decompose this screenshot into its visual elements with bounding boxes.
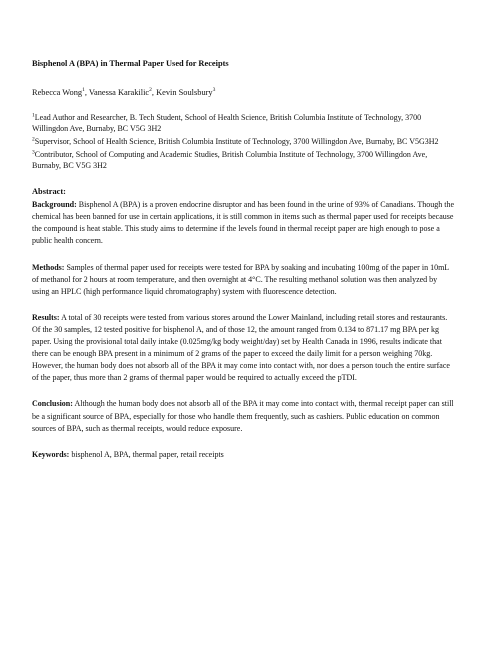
author-name: Vanessa Karakilic xyxy=(88,88,150,97)
section-label: Background: xyxy=(32,200,77,210)
author-sup: 2 xyxy=(149,87,152,94)
author-sup: 1 xyxy=(82,87,85,94)
section-label: Methods: xyxy=(32,262,65,272)
section-text: bisphenol A, BPA, thermal paper, retail receipts xyxy=(69,449,224,459)
section-text: Although the human body does not absorb all of the BPA it may come into contact with, thermal receipt paper can still be a significant source of BPA, especially for those who handle them frequently, such as cashiers. Public education on common sources of BPA, such as thermal receipts, would reduce exposure. xyxy=(32,399,454,433)
section-label: Keywords: xyxy=(32,449,70,459)
affiliation-item: $^1$Lead Author and Researcher, B. Tech Student, School of Health Science, British Columbia Institute of Technology, 3700 Willingdon Ave, Burnaby, BC V5G 3H2 xyxy=(32,112,422,134)
keywords-section xyxy=(32,449,456,461)
author-name: Kevin Soulsbury xyxy=(156,88,213,97)
affiliation-item: $^2$Supervisor, School of Health Science, British Columbia Institute of Technology, 3700 Willingdon Ave, Burnaby, BC V5G3H2 xyxy=(32,136,439,146)
author-list: Rebecca Wong$^1$, Vanessa Karakilic$^2$, Kevin Soulsbury$^3$ xyxy=(32,87,216,97)
background-section xyxy=(32,199,456,247)
results-section xyxy=(32,312,456,385)
methods-section xyxy=(32,262,456,298)
affiliation-item: $^3$Contributor, School of Computing and Academic Studies, British Columbia Institute of Technology, 3700 Willingdon Ave, Burnaby, BC V5G 3H2 xyxy=(32,149,428,170)
paper-title: Bisphenol A (BPA) in Thermal Paper Used for Receipts xyxy=(32,59,229,68)
conclusion-section xyxy=(32,398,456,434)
author-name: Rebecca Wong xyxy=(32,88,83,97)
author-sup: 3 xyxy=(212,87,216,94)
abstract-heading: Abstract: xyxy=(32,187,66,197)
section-label: Results: xyxy=(32,312,60,322)
section-label: Conclusion: xyxy=(32,399,73,409)
section-text: Bisphenol A (BPA) is a proven endocrine disruptor and has been found in the urine of 93% of Canadians. Though the chemical has been banned for use in certain applications, it is still common in items such as thermal paper used for receipts because the compound is heat stable. This study aims to determine if the levels found in thermal receipt paper are high enough to pose a public health concern. xyxy=(32,200,455,246)
section-text: Samples of thermal paper used for receipts were tested for BPA by soaking and incubating 100mg of the paper in 10mL of methanol for 2 hours at room temperature, and then overnight at 4°C. The resulting methanol solution was then analyzed by using an HPLC (high performance liquid chromatography) system with fluorescence detection. xyxy=(32,262,449,296)
section-text: A total of 30 receipts were tested from various stores around the Lower Mainland, including retail stores and restaurants. Of the 30 samples, 12 tested positive for bisphenol A, and of those 12, the amount ranged from 0.134 to 871.17 mg BPA per kg paper. Using the provisional total daily intake (0.025mg/kg body weight/day) set by Health Canada in 1996, results indicate that there can be enough BPA present in a minimum of 2 grams of the paper to exceed the daily limit for a person weighing 70kg. However, the human body does not absorb all of the BPA it may come into contact with, nor does a person touch the entire surface of the paper, thus more than 2 grams of thermal paper would be required to actually exceed the pTDI. xyxy=(32,312,450,383)
affiliation-list xyxy=(32,112,456,171)
